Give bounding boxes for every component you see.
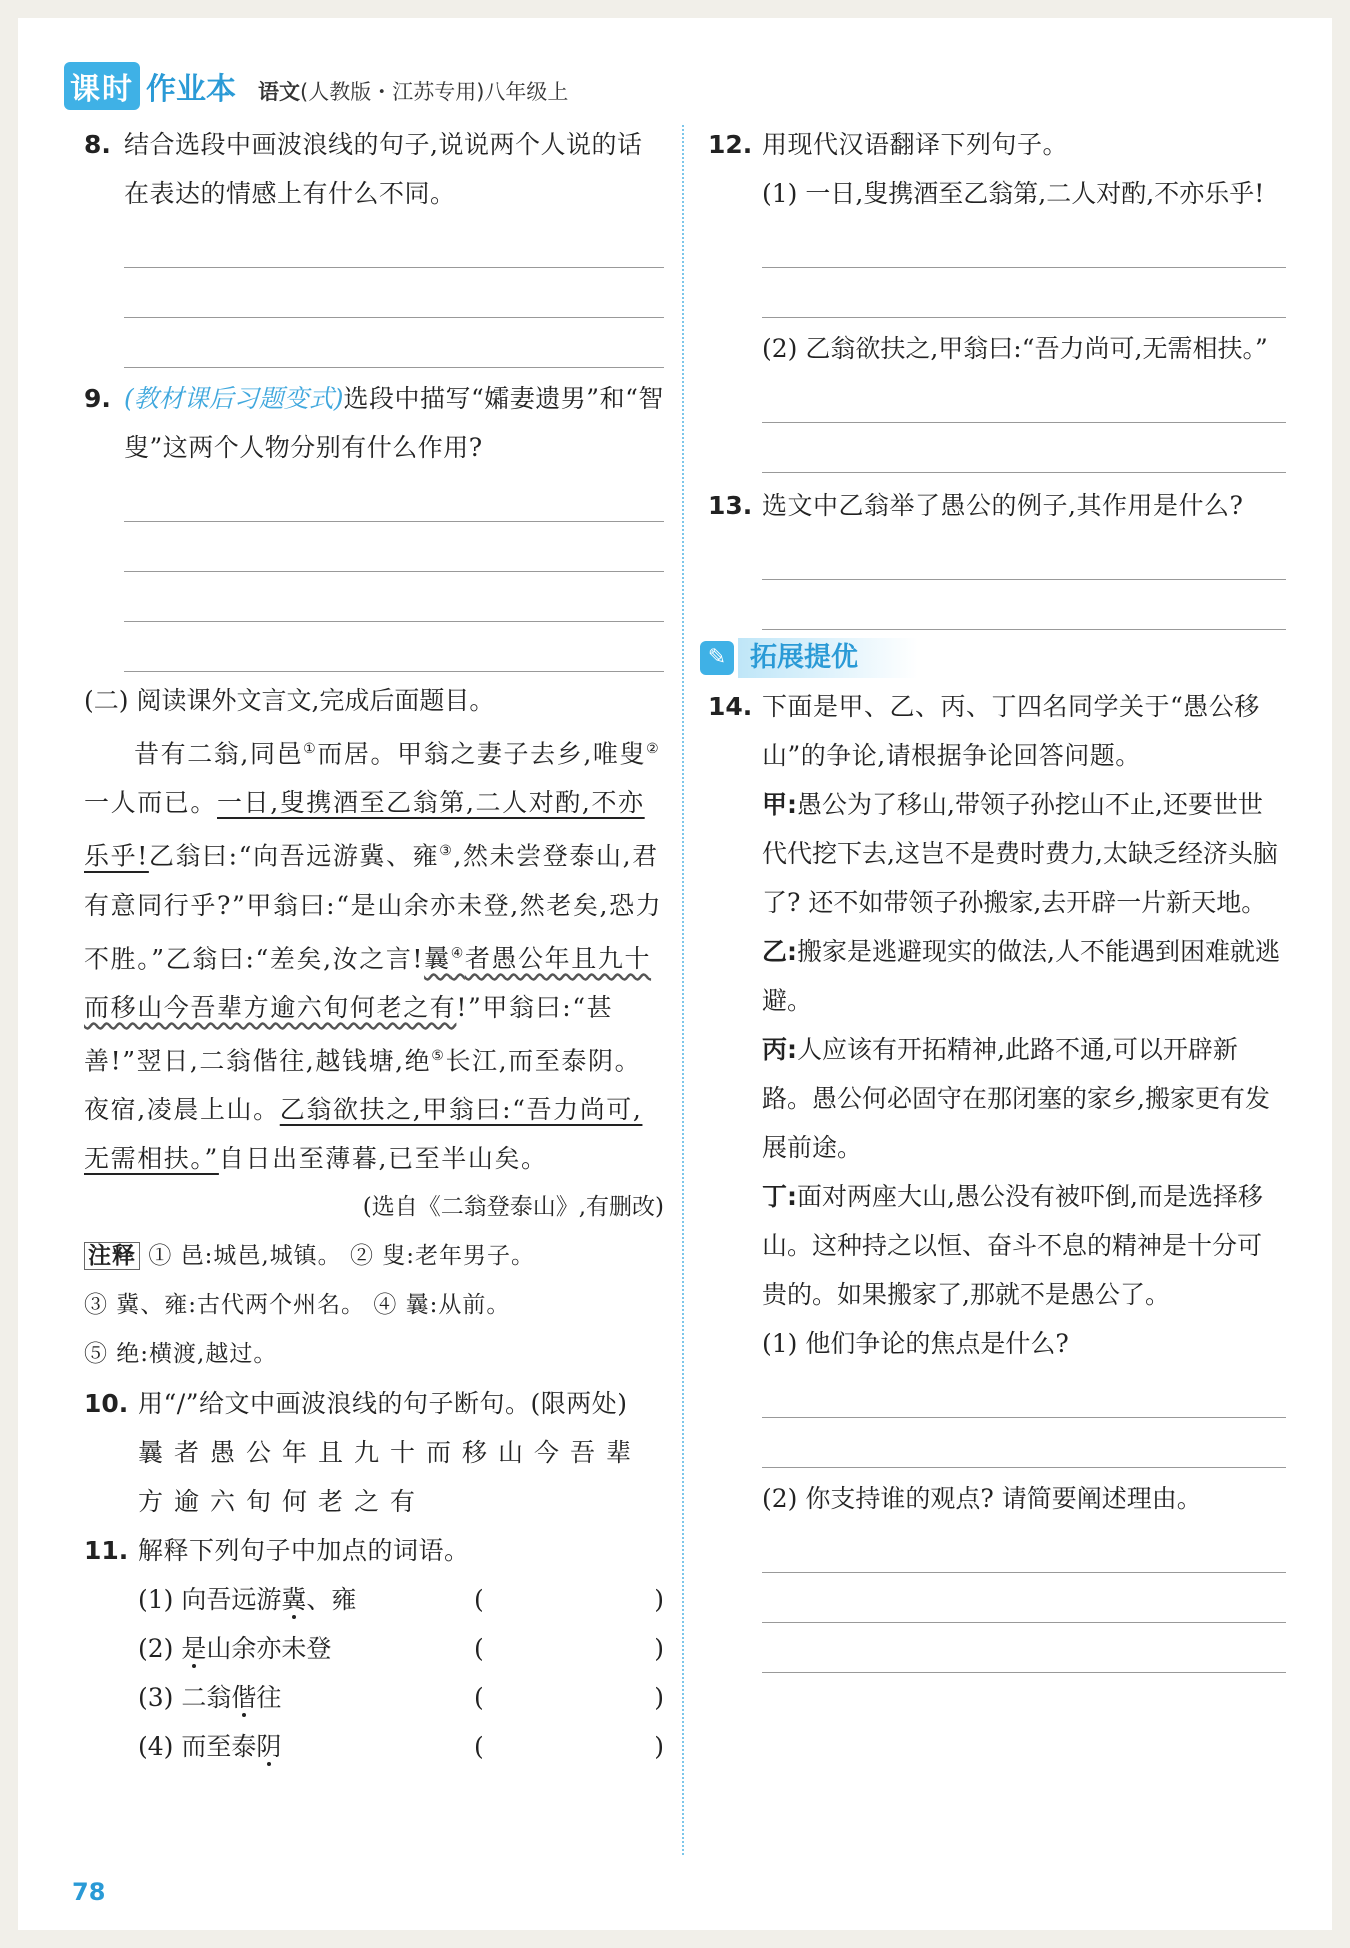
page-number: 78 [72, 1878, 106, 1906]
header-subject [258, 76, 568, 106]
note-line: ① 邑:城邑,城镇。 ② 叟:老年男子。 [148, 1243, 536, 1270]
sentence-1: (1) 一日,叟携酒至乙翁第,二人对酌,不亦乐乎! [762, 179, 1265, 208]
section-banner [700, 638, 1286, 678]
passage-text: 昔有二翁,同邑 [134, 739, 304, 769]
underlined-sentence: 乙翁欲扶之,甲翁曰:“吾力尚可,无需相扶。” [84, 1095, 643, 1174]
note-marker: ④ [450, 945, 465, 962]
opinion-bing [708, 1025, 1286, 1172]
passage-source: (选自《二翁登泰山》,有删改) [362, 1194, 664, 1221]
answer-line[interactable] [124, 218, 664, 268]
question-tag: (教材课后习题变式) [124, 384, 344, 413]
note-line: ⑤ 绝:横渡,越过。 [84, 1341, 278, 1368]
answer-line[interactable] [124, 622, 664, 672]
question-text: 解释下列句子中加点的词语。 [138, 1536, 470, 1566]
punctuation-line[interactable]: 曩者愚公年且九十而移山今吾辈 [138, 1438, 643, 1468]
answer-line[interactable] [762, 423, 1286, 473]
word-item [84, 1673, 664, 1722]
answer-lines-9 [84, 472, 664, 672]
question-11 [84, 1526, 664, 1575]
passage-text: 长江,而至泰阴。夜宿,凌晨上山。 [84, 1046, 642, 1125]
answer-line[interactable] [762, 580, 1286, 630]
note-marker: ③ [439, 843, 454, 860]
word-item [84, 1624, 664, 1673]
dotted-word: 冀 [281, 1585, 307, 1615]
opinion-text: 面对两座大山,愚公没有被吓倒,而是选择移山。这种持之以恒、奋斗不息的精神是十分可贵的。如果搬家了,那就不是愚公了。 [762, 1182, 1263, 1309]
classical-passage [84, 725, 664, 1183]
question-number: 13. [708, 491, 753, 520]
question-13 [708, 481, 1286, 530]
question-text: 选段中描写“孀妻遗男”和“智叟”这两个人物分别有什么作用? [124, 384, 664, 462]
question-number: 11. [84, 1536, 129, 1566]
answer-blank[interactable]: ( ) [474, 1585, 664, 1615]
passage-text: !”甲翁曰:“甚善!”翌日,二翁偕往,越钱塘,绝 [84, 992, 614, 1076]
logo [64, 62, 236, 110]
question-number: 12. [708, 130, 753, 159]
right-column [708, 120, 1286, 1673]
answer-line[interactable] [762, 530, 1286, 580]
notes [84, 1232, 664, 1379]
answer-line[interactable] [762, 1418, 1286, 1468]
word-sentence: (1) 向吾远游冀、雍 [138, 1585, 357, 1615]
passage-text: 自日出至薄暮,已至半山矣。 [218, 1144, 548, 1174]
question-number: 9. [84, 384, 111, 413]
question-text: 下面是甲、乙、丙、丁四名同学关于“愚公移山”的争论,请根据争论回答问题。 [762, 692, 1260, 770]
answer-line[interactable] [124, 268, 664, 318]
note-line: ③ 冀、雍:古代两个州名。 ④ 曩:从前。 [84, 1292, 511, 1319]
dotted-word: 阴 [256, 1732, 282, 1762]
opinion-jia [708, 780, 1286, 927]
underlined-sentence: 一日,叟携酒至乙翁第,二人对酌,不亦乐乎! [84, 788, 645, 871]
opinion-text: 愚公为了移山,带领子孙挖山不止,还要世世代代挖下去,这岂不是费时费力,太缺乏经济头脑了? 还不如带领子孙搬家,去开辟一片新天地。 [762, 790, 1278, 917]
answer-line[interactable] [762, 1573, 1286, 1623]
speaker-label: 丙: [762, 1035, 797, 1064]
question-text: 选文中乙翁举了愚公的例子,其作用是什么? [762, 491, 1244, 520]
notes-label: 注释 [84, 1242, 140, 1270]
speaker-label: 丁: [762, 1182, 797, 1211]
sentence-2: (2) 乙翁欲扶之,甲翁曰:“吾力尚可,无需相扶。” [762, 334, 1268, 363]
note-marker: ⑤ [431, 1047, 446, 1064]
answer-line[interactable] [124, 472, 664, 522]
question-14 [708, 682, 1286, 780]
answer-line[interactable] [762, 1368, 1286, 1418]
speaker-label: 乙: [762, 937, 797, 966]
speaker-label: 甲: [762, 790, 797, 819]
question-9 [84, 374, 664, 472]
answer-line[interactable] [124, 572, 664, 622]
passage-text: 乙翁曰:“向吾远游冀、雍 [148, 841, 440, 871]
answer-line[interactable] [762, 373, 1286, 423]
question-text: 用现代汉语翻译下列句子。 [762, 130, 1069, 159]
column-divider [682, 125, 684, 1855]
note-marker: ① [303, 741, 318, 757]
opinion-yi [708, 927, 1286, 1025]
passage-text: 一人而已。 [84, 788, 218, 818]
wavy-text: 者愚公年且九十而移山今吾辈方逾六旬何老之有 [84, 943, 652, 1022]
answer-lines-8 [84, 218, 664, 368]
banner-title: 拓展提优 [738, 638, 918, 678]
answer-line[interactable] [762, 1623, 1286, 1673]
word-item [84, 1722, 664, 1771]
sub-question-2: (2) 你支持谁的观点? 请简要阐述理由。 [762, 1484, 1202, 1513]
answer-line[interactable] [124, 522, 664, 572]
word-sentence: (4) 而至泰阴 [138, 1732, 282, 1762]
answer-line[interactable] [762, 268, 1286, 318]
answer-line[interactable] [124, 318, 664, 368]
section-heading: (二) 阅读课外文言文,完成后面题目。 [84, 686, 495, 715]
answer-blank[interactable]: ( ) [474, 1732, 664, 1762]
subject-name: 语文 [258, 80, 300, 104]
logo-text: 作业本 [146, 72, 236, 107]
answer-blank[interactable]: ( ) [474, 1683, 664, 1713]
question-12 [708, 120, 1286, 169]
header [64, 50, 568, 110]
opinion-text: 人应该有开拓精神,此路不通,可以开辟新路。愚公何必固守在那闭塞的家乡,搬家更有发展前途。 [762, 1035, 1270, 1162]
passage-text: 而居。甲翁之妻子去乡,唯叟 [317, 739, 647, 769]
question-number: 10. [84, 1389, 129, 1419]
word-sentence: (2) 是山余亦未登 [138, 1634, 332, 1664]
sub-question-1: (1) 他们争论的焦点是什么? [762, 1329, 1069, 1358]
pencil-icon: ✎ [700, 641, 734, 675]
opinion-ding [708, 1172, 1286, 1319]
question-number: 8. [84, 130, 111, 159]
left-column [84, 120, 664, 1771]
dotted-word: 偕 [231, 1683, 257, 1713]
word-sentence: (3) 二翁偕往 [138, 1683, 282, 1713]
question-number: 14. [708, 692, 753, 721]
answer-blank[interactable]: ( ) [474, 1634, 664, 1664]
question-10 [84, 1379, 664, 1428]
wavy-text: 曩 [424, 943, 451, 973]
passage-text: ,然未尝登泰山,君有意同行乎?”甲翁曰:“是山余亦未登,然老矣,恐力不胜。”乙翁曰:“差矣,汝之言! [84, 841, 663, 973]
note-marker: ② [646, 741, 661, 757]
question-8 [84, 120, 664, 218]
answer-line[interactable] [762, 218, 1286, 268]
opinion-text: 搬家是逃避现实的做法,人不能遇到困难就逃避。 [762, 937, 1280, 1015]
question-text: 结合选段中画波浪线的句子,说说两个人说的话在表达的情感上有什么不同。 [124, 130, 643, 208]
subject-detail: (人教版・江苏专用)八年级上 [300, 80, 569, 104]
answer-line[interactable] [762, 1523, 1286, 1573]
question-text: 用“/”给文中画波浪线的句子断句。(限两处) [138, 1389, 628, 1419]
word-item [84, 1575, 664, 1624]
logo-box: 课时 [64, 62, 140, 110]
punctuation-line[interactable]: 方逾六旬何老之有 [138, 1487, 427, 1517]
dotted-word: 是 [181, 1634, 207, 1664]
